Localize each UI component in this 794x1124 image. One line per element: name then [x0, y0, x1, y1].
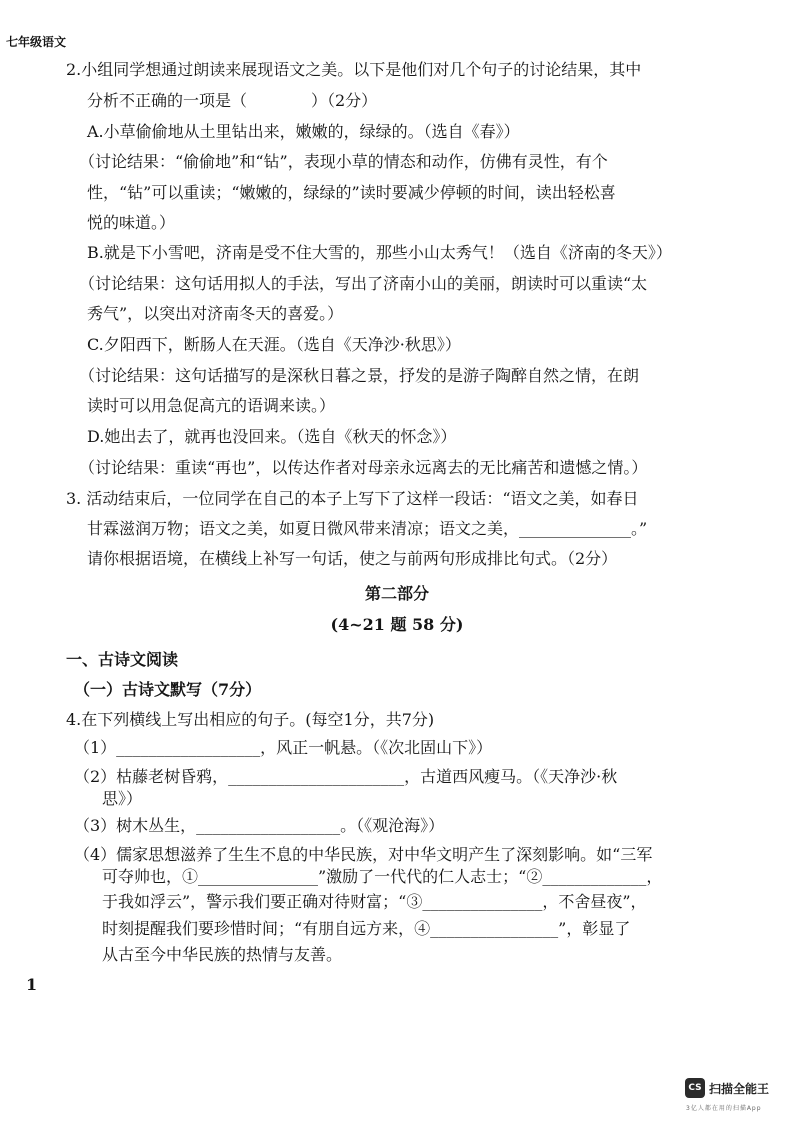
q2-option-a-discussion-line3: 悦的味道。） — [87, 213, 176, 232]
q2-option-b-discussion-line1: （讨论结果：这句话用拟人的手法，写出了济南小山的美丽，朗读时可以重读“太 — [79, 274, 648, 293]
q4-item4-line5: 从古至今中华民族的热情与友善。 — [102, 945, 343, 964]
q4-item4-line1: （4）儒家思想滋养了生生不息的中华民族，对中华文明产生了深刻影响。如“三军 — [74, 845, 653, 864]
q2-option-c-discussion-line1: （讨论结果：这句话描写的是深秋日暮之景，抒发的是游子陶醉自然之情，在朗 — [79, 366, 640, 385]
grade-subject-header: 七年级语文 — [6, 35, 67, 49]
q2-option-d-sentence: D.她出去了，就再也没回来。（选自《秋天的怀念》） — [87, 427, 457, 446]
q2-option-a-sentence: A.小草偷偷地从土里钻出来，嫩嫩的，绿绿的。（选自《春》） — [87, 122, 520, 141]
part2-title: 第二部分 — [364, 584, 429, 603]
q2-option-c-sentence: C.夕阳西下，断肠人在天涯。（选自《天净沙·秋思》） — [87, 335, 461, 354]
scanner-tagline: 3亿人都在用的扫描App — [686, 1105, 762, 1112]
q2-option-b-sentence: B.就是下小雪吧，济南是受不住大雪的，那些小山太秀气！（选自《济南的冬天》） — [87, 243, 672, 262]
q4-stem: 4.在下列横线上写出相应的句子。(每空1分，共7分) — [66, 710, 435, 729]
q4-item1: （1）__________________，风正一帆悬。（《次北固山下》） — [74, 738, 493, 757]
q3-line3: 请你根据语境，在横线上补写一句话，使之与前两句形成排比句式。（2分） — [87, 549, 618, 568]
q2-option-b-discussion-line2: 秀气”，以突出对济南冬天的喜爱。） — [87, 304, 344, 323]
q3-line1: 3. 活动结束后，一位同学在自己的本子上写下了这样一段话：“语文之美，如春日 — [66, 489, 639, 508]
scanner-watermark — [685, 1078, 769, 1098]
q2-stem-line1: 2.小组同学想通过朗读来展现语文之美。以下是他们对几个句子的讨论结果，其中 — [66, 60, 642, 79]
q2-option-a-discussion-line1: （讨论结果：“偷偷地”和“钻”，表现小草的情态和动作，仿佛有灵性，有个 — [79, 152, 608, 171]
q2-option-a-discussion-line2: 性，“钻”可以重读；“嫩嫩的，绿绿的”读时要减少停顿的时间，读出轻松喜 — [87, 183, 616, 202]
q3-line2: 甘霖滋润万物；语文之美，如夏日微风带来清凉；语文之美，______________。” — [87, 519, 648, 538]
q4-item4-line2: 可夺帅也，①_______________”激励了一代代的仁人志士；“②_____________， — [102, 867, 663, 886]
q4-item3: （3）树木丛生，__________________。（《观沧海》） — [74, 816, 445, 835]
scanner-app-name: 扫描全能王 — [709, 1081, 770, 1096]
q2-stem-line2: 分析不正确的一项是（ ）（2分） — [87, 91, 378, 110]
section1-subtitle: （一）古诗文默写（7分） — [74, 680, 262, 699]
camscanner-logo-icon: CS — [685, 1078, 705, 1098]
q2-option-c-discussion-line2: 读时可以用急促高亢的语调来读。） — [87, 396, 336, 415]
section1-title: 一、古诗文阅读 — [66, 650, 179, 669]
q4-item4-line4: 时刻提醒我们要珍惜时间；“有朋自远方来，④________________”，彰显了 — [102, 919, 631, 938]
part2-subtitle: (4~21 题 58 分) — [330, 615, 464, 634]
q4-item4-line3: 于我如浮云”，警示我们要正确对待财富；“③_______________，不舍昼夜”， — [102, 892, 647, 911]
page-number: 1 — [26, 975, 38, 994]
q2-option-d-discussion-line1: （讨论结果：重读“再也”，以传达作者对母亲永远离去的无比痛苦和遗憾之情。） — [79, 458, 648, 477]
q4-item2-line2: 思》） — [102, 789, 143, 808]
q4-item2-line1: （2）枯藤老树昏鸦，______________________，古道西风瘦马。（《天净沙·秋 — [74, 767, 618, 786]
